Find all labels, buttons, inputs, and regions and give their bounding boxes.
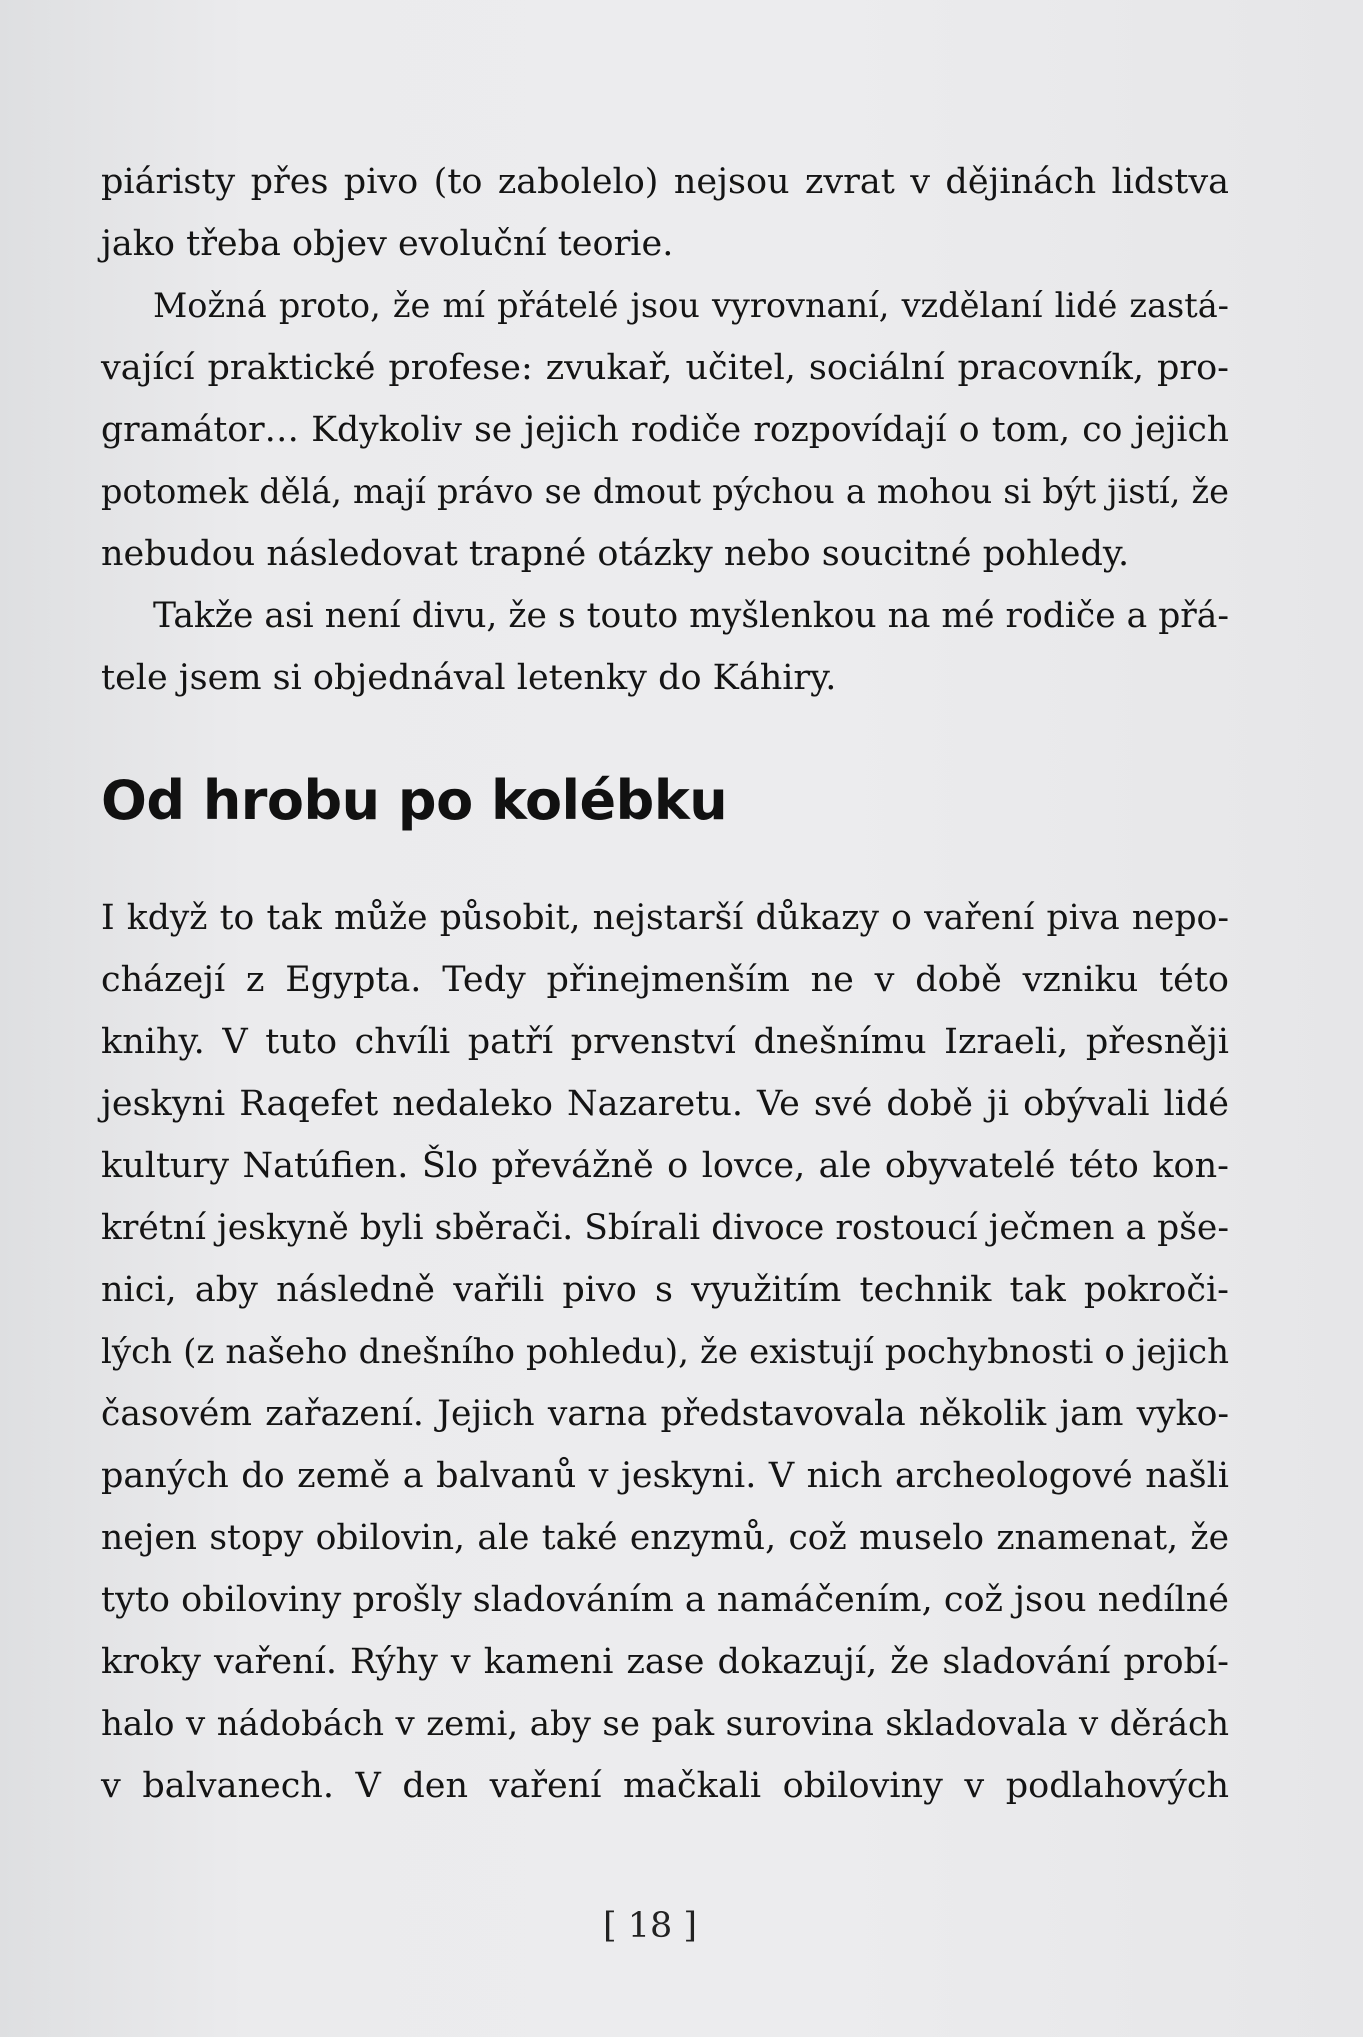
section-text-block <box>101 887 1229 1817</box>
text-line: gramátor… Kdykoliv se jejich rodiče rozpovídají o tom, co jejich <box>101 410 1229 450</box>
text-line: nejen stopy obilovin, ale také enzymů, což muselo znamenat, že <box>101 1518 1229 1558</box>
text-line: tyto obiloviny prošly sladováním a namáčením, což jsou nedílné <box>101 1580 1229 1620</box>
text-line: vající praktické profese: zvukař, učitel, sociální pracovník, pro- <box>101 348 1229 388</box>
text-line: tele jsem si objednával letenky do Káhiry. <box>101 658 837 698</box>
paragraph-3 <box>101 585 1229 709</box>
text-line: kroky vaření. Rýhy v kameni zase dokazují, že sladování probí- <box>101 1642 1229 1682</box>
text-line: časovém zařazení. Jejich varna představovala několik jam vyko- <box>101 1394 1229 1434</box>
text-line: lých (z našeho dnešního pohledu), že existují pochybnosti o jejich <box>101 1332 1229 1372</box>
text-line: nebudou následovat trapné otázky nebo soucitné pohledy. <box>101 534 1130 574</box>
text-line: nici, aby následně vařili pivo s využitím technik tak pokroči- <box>101 1270 1229 1310</box>
text-line: knihy. V tuto chvíli patří prvenství dnešnímu Izraeli, přesněji <box>101 1022 1229 1062</box>
text-line: piáristy přes pivo (to zabolelo) nejsou zvrat v dějinách lidstva <box>101 162 1229 202</box>
text-line: krétní jeskyně byli sběrači. Sbírali divoce rostoucí ječmen a pše- <box>101 1208 1229 1248</box>
text-line: paných do země a balvanů v jeskyni. V nich archeologové našli <box>101 1456 1229 1496</box>
section-heading: Od hrobu po kolébku <box>101 769 728 832</box>
paragraph-2 <box>101 275 1229 585</box>
text-line: v balvanech. V den vaření mačkali obiloviny v podlahových <box>101 1766 1229 1806</box>
text-line: potomek dělá, mají právo se dmout pýchou a mohou si být jistí, že <box>101 472 1229 511</box>
text-line: cházejí z Egypta. Tedy přinejmenším ne v době vzniku této <box>101 960 1229 1000</box>
paragraph-4 <box>101 887 1229 1817</box>
text-line: halo v nádobách v zemi, aby se pak surovina skladovala v děrách <box>101 1704 1229 1744</box>
text-line: jako třeba objev evoluční teorie. <box>101 224 674 264</box>
text-line: kultury Natúfien. Šlo převážně o lovce, ale obyvatelé této kon- <box>101 1146 1229 1186</box>
text-line: Takže asi není divu, že s touto myšlenkou na mé rodiče a přá- <box>153 596 1229 636</box>
text-line: I když to tak může působit, nejstarší důkazy o vaření piva nepo- <box>101 898 1229 938</box>
top-text-block <box>101 151 1229 709</box>
text-line: Možná proto, že mí přátelé jsou vyrovnaní, vzdělaní lidé zastá- <box>153 286 1229 325</box>
text-line: jeskyni Raqefet nedaleko Nazaretu. Ve své době ji obývali lidé <box>101 1084 1229 1124</box>
paragraph-1 <box>101 151 1229 275</box>
page-number: [ 18 ] <box>602 1906 698 1946</box>
